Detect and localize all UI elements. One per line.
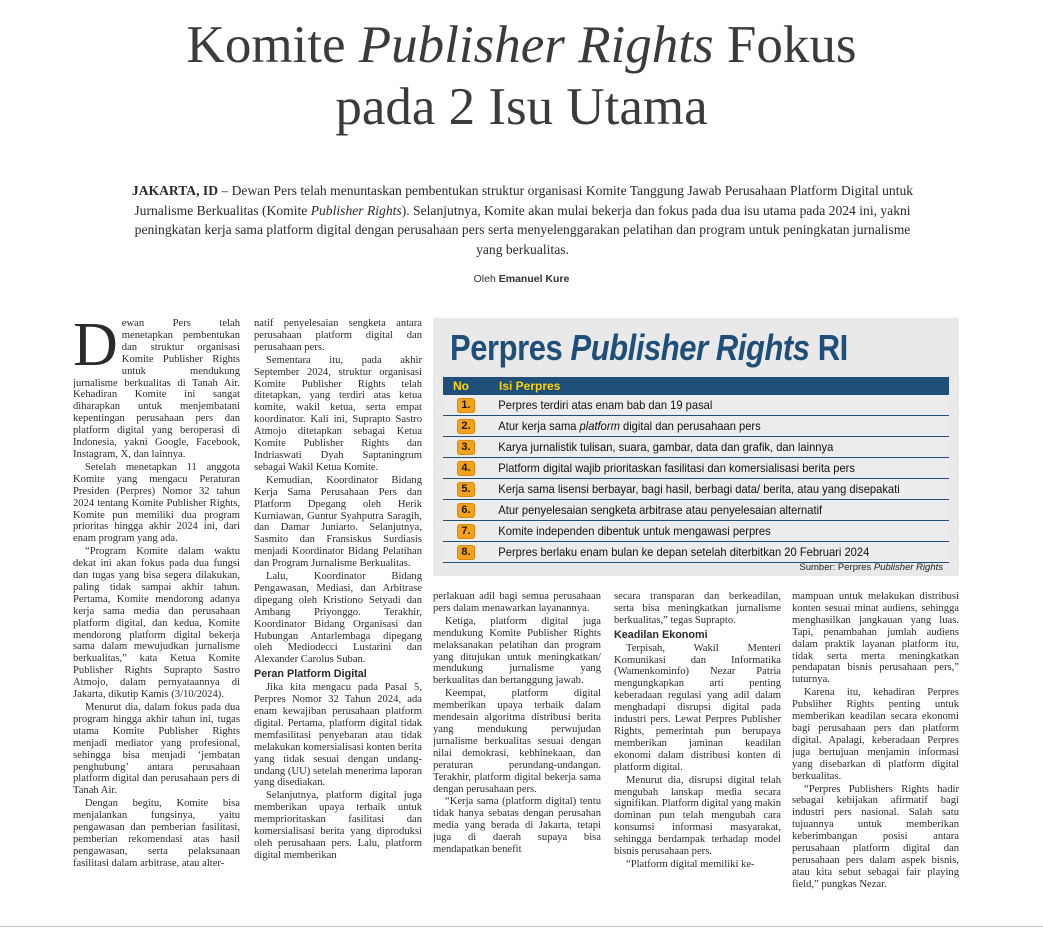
header-isi: Isi Perpres: [499, 379, 561, 393]
row-text: Kerja sama lisensi berbayar, bagi hasil, berbagi data/ berita, atau yang disepakati: [498, 482, 900, 496]
infobox-row: [443, 395, 949, 416]
paragraph: Selanjutnya, platform digital juga memberikan upaya terbaik untuk memprioritaskan fasilitasi dan komersialisasi berita yang diproduksi oleh perusahaan pers. Lalu, platform digital memberikan: [254, 790, 422, 861]
row-text: Perpres berlaku enam bulan ke depan setelah diterbitkan 20 Februari 2024: [498, 545, 870, 559]
infobox-source: [799, 562, 943, 573]
headline-part: Komite: [186, 16, 359, 74]
row-text: [489, 419, 761, 433]
row-text-italic: platform: [579, 419, 620, 433]
paragraph: mampuan untuk melakukan distribusi konten sesuai minat audiens, sehingga menghasilkan jangkauan yang luas. Tapi, penambahan jumlah audiens dalam praktik layanan platform itu, tidak serta merta meningkatkan pendapatan bisnis perusahaan pers,” tuturnya.: [792, 591, 959, 686]
infobox-title: [450, 326, 848, 370]
paragraph: Terpisah, Wakil Menteri Komunikasi dan Informatika (Wamenkominfo) Nezar Patria mengungkapkan arti penting keberadaan regulasi yang adil dalam menghadapi disrupsi digital pada industri pers. Lewat Perpres Publisher Rights, pemerintah pun berupaya memberikan jaminan keadilan ekonomi dalam distribusi konten di platform digital.: [614, 642, 781, 773]
number-badge: 6.: [457, 503, 475, 518]
infobox-table: [443, 377, 949, 563]
source-prefix: Sumber: Perpres: [799, 562, 874, 573]
lead-text: ). Selanjutnya, Komite akan mulai bekerja dan fokus pada dua isu utama pada 2024 ini, yakni peningkatan kerja sama platform digital dengan perusahaan pers serta menyelenggarakan pelatihan dan program untuk peningkatan jurnalisme yang berkualitas.: [134, 202, 911, 257]
section-heading: Peran Platform Digital: [254, 668, 367, 681]
headline: [0, 14, 1043, 138]
paragraph: Kemudian, Koordinator Bidang Kerja Sama Perusahaan Pers dan Platform Dpegang oleh Herik Kurniawan, Guntur Syahputra Saragih, dan Damar Juniarto. Selanjutnya, Sasmito dan Fransiskus Surdiasis menjadi Koordinator Bidang Pelatihan dan Program Jurnalisme Berkualitas.: [254, 474, 422, 570]
paragraph: Setelah menetapkan 11 anggota Komite yang mengacu Peraturan Presiden (Perpres) Nomor 32 tahun 2024 tentang Komite Publisher Rights, Komite pun memiliki dua program prioritas hingga akhir 2024 ini, dari enam program yang ada.: [73, 461, 240, 545]
paragraph: perlakuan adil bagi semua perusahaan pers dalam menawarkan layanannya.: [433, 591, 601, 614]
paragraph: ewan Pers telah menetapkan pembentukan dan struktur organisasi Komite Publisher Rights untuk mendukung jurnalisme berkualitas di Tanah Air. Kehadiran Komite ini sangat diharapkan untuk menjembatani kepentingan perusahaan pers dan platform digital yang beroperasi di Indonesia, yakni Google, Facebook, Instagram, X, dan lainnya.: [73, 318, 240, 460]
row-text-part: digital dan perusahaan pers: [619, 419, 761, 433]
lead-italic: Publisher Rights: [310, 202, 402, 218]
infobox-row: [443, 416, 949, 437]
number-badge: 3.: [457, 440, 475, 455]
number-badge: 7.: [457, 524, 475, 539]
number-badge: 8.: [457, 545, 475, 560]
infobox-title-italic: Publisher Rights: [570, 327, 810, 368]
infobox-title-part: RI: [809, 327, 848, 368]
headline-line2: pada 2 Isu Utama: [335, 78, 708, 136]
lead-text: – Dewan Pers telah menuntaskan pembentukan struktur organisasi Komite Tanggung Jawab Perusahaan Platform Digital untuk Jurnalisme Berkualitas (Komite: [134, 183, 914, 218]
infobox-table-header: [443, 377, 949, 395]
dropcap: D: [73, 318, 118, 379]
bottom-divider: [0, 926, 1043, 927]
infobox-row: [443, 458, 949, 479]
article-column-5: [792, 591, 959, 916]
paragraph: “Kerja sama (platform digital) tentu tidak hanya sebatas dengan perusahan media yang berada di Jakarta, tetapi juga di daerah supaya bisa mendapatkan benefit: [433, 796, 601, 856]
section-heading: Keadilan Ekonomi: [614, 628, 708, 641]
paragraph: Menurut dia, disrupsi digital telah mengubah lanskap media secara signifikan. Platform digital yang makin dominan pun telah mengubah cara konsumsi informasi masyarakat, sehingga berdampak terhadap model bisnis perusahaan pers.: [614, 774, 781, 858]
infobox: [433, 318, 959, 576]
paragraph: Dengan begitu, Komite bisa menjalankan fungsinya, yaitu pengawasan dan pemberian fasilitasi, pemberian rekomendasi atas hasil pengawasan, serta pelaksanaan fasilitasi dalam arbitrase, atau alter-: [73, 798, 240, 869]
number-badge: 1.: [457, 398, 475, 413]
row-text: Komite independen dibentuk untuk mengawasi perpres: [498, 524, 771, 538]
row-text: Perpres terdiri atas enam bab dan 19 pasal: [498, 398, 713, 412]
dateline: JAKARTA, ID: [131, 183, 219, 198]
number-badge: 4.: [457, 461, 475, 476]
row-text: Atur penyelesaian sengketa arbitrase atau penyelesaian alternatif: [498, 503, 823, 517]
header-no: No: [453, 379, 469, 393]
infobox-row: [443, 479, 949, 500]
article-column-4: [614, 591, 781, 916]
paragraph: Lalu, Koordinator Bidang Pengawasan, Mediasi, dan Arbitrase dipegang oleh Kristiono Setyadi dan Ambang Priyonggo. Terakhir, Koordinator Bidang Organisasi dan Hubungan Antarlembaga dipegang oleh Mediodecci Lustarini dan Alexander Carolus Suban.: [254, 571, 422, 666]
article-column-2: [254, 318, 422, 916]
paragraph: Ketiga, platform digital juga mendukung Komite Publisher Rights melaksanakan pelatihan dan program yang ditujukan untuk meningkatkan/ mendukung jurnalisme yang berkualitas dan bertanggung jawab.: [433, 615, 601, 687]
row-text-part: Atur kerja sama: [498, 419, 580, 433]
paragraph: “Perpres Publishers Rights hadir sebagai kebijakan afirmatif bagi industri pers nasional. Salah satu tujuannya untuk memberikan keberimbangan posisi antara perusahaan platform digital dan perusahaan pers dalam aspek bisnis, atau kita sebut sebagai fair playing field,” pungkas Nezar.: [792, 783, 959, 890]
infobox-title-part: Perpres: [450, 327, 571, 368]
paragraph: Keempat, platform digital memberikan upaya terbaik dalam mendesain algoritma distribusi berita yang mendukung perwujudan jurnalisme berkualitas sesuai dengan nilai demokrasi, kebhinekaan, dan peraturan perundang-undangan. Terakhir, platform digital bekerja sama dengan perusahaan pers.: [433, 688, 601, 795]
source-italic: Publisher Rights: [873, 562, 943, 573]
infobox-row: [443, 542, 949, 563]
article-column-1: [73, 318, 240, 916]
paragraph: natif penyelesaian sengketa antara perusahaan platform digital dan perusahaan pers.: [254, 318, 422, 353]
paragraph: Jika kita mengacu pada Pasal 5, Perpres Nomor 32 Tahun 2024, ada enam kewajiban perusahaan platform digital. Pertama, platform digital tidak memfasilitasi penyebaran atau tidak melakukan komersialisasi konten berita yang tidak sesuai dengan undang-undang (UU) setelah menerima laporan yang disediakan.: [254, 682, 422, 789]
paragraph: secara transparan dan berkeadilan, serta bisa meningkatkan jurnalisme berkualitas,” tegas Suprapto.: [614, 591, 781, 626]
paragraph: Menurut dia, dalam fokus pada dua program hingga akhir tahun ini, tugas utama Komite Publisher Rights menjadi mediator yang profesional, sehingga bisa menjadi ‘jembatan penghubung’ antara perusahaan platform digital dan perusahaan pers di Tanah Air.: [73, 702, 240, 797]
paragraph: Sementara itu, pada akhir September 2024, struktur organisasi Komite Publisher Rights telah ditetapkan, yang terdiri atas ketua komite, wakil ketua, serta empat koordinator. Kali ini, Suprapto Sastro Atmojo ditetapkan sebagai Ketua Komite Publisher Rights dan Indriaswati Dyah Saptaningrum sebagai Wakil Ketua Komite.: [254, 354, 422, 473]
headline-italic: Publisher Rights: [358, 16, 714, 74]
lead-paragraph: [120, 181, 925, 259]
headline-part: Fokus: [713, 16, 857, 74]
byline-prefix: Oleh: [473, 273, 499, 285]
infobox-row: [443, 521, 949, 542]
paragraph: Karena itu, kehadiran Perpres Pubsliher Rights penting untuk memberikan keadilan secara ekonomi bagi perusahaan pers dan platform digital. Apalagi, keberadaan Perpres juga bertujuan menjamin informasi yang disebarkan di platform digital berkualitas.: [792, 687, 959, 782]
byline-author: Emanuel Kure: [498, 273, 570, 285]
infobox-row: [443, 437, 949, 458]
row-text: Karya jurnalistik tulisan, suara, gambar, data dan grafik, dan lainnya: [498, 440, 834, 454]
infobox-row: [443, 500, 949, 521]
row-text: Platform digital wajib prioritaskan fasilitasi dan komersialisasi berita pers: [498, 461, 855, 475]
paragraph: “Program Komite dalam waktu dekat ini akan fokus pada dua fungsi dan tugas yang bisa segera dilakukan, paling tidak sampai akhir tahun. Pertama, Komite mendorong adanya kerja sama media dan perusahaan platform digital, dan kedua, Komite mendorong platform digital bekerja sama dalam mewujudkan jurnalisme berkualitas,” kata Ketua Komite Publisher Rights Suprapto Sastro Atmojo, dalam pernyataannya di Jakarta, dikutip Kamis (3/10/2024).: [73, 546, 240, 701]
number-badge: 2.: [457, 419, 475, 434]
article-column-3: [433, 591, 601, 916]
byline: [0, 273, 1043, 285]
number-badge: 5.: [457, 482, 475, 497]
paragraph: “Platform digital memiliki ke-: [626, 858, 755, 870]
